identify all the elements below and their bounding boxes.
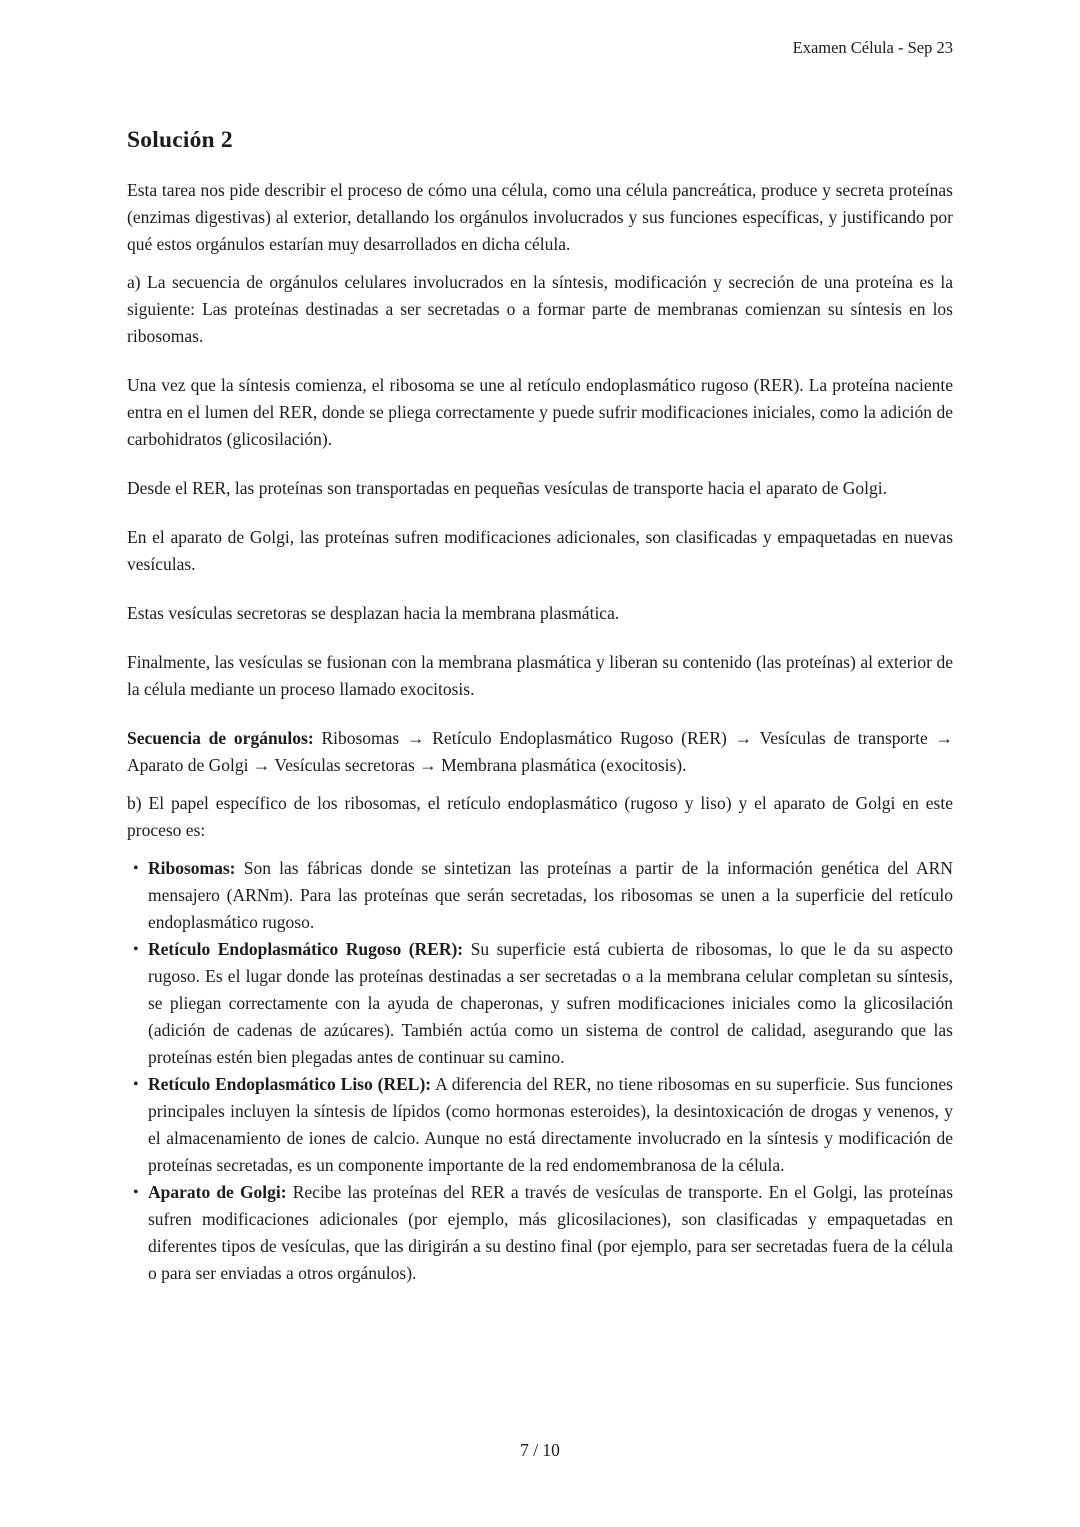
paragraph-intro: Esta tarea nos pide describir el proceso de cómo una célula, como una célula pancreática, produce y secreta proteínas (enzimas digestivas) al exterior, detallando los orgánulos involucrados y sus funciones específicas, y justificando por qué estos orgánulos estarían muy desarrollados en dicha célula. xyxy=(127,180,953,254)
list-item-golgi xyxy=(148,1179,953,1287)
paragraph-step-4: Estas vesículas secretoras se desplazan hacia la membrana plasmática. xyxy=(127,603,620,623)
paragraph-step-3: En el aparato de Golgi, las proteínas sufren modificaciones adicionales, son clasificadas y empaquetadas en nuevas vesículas. xyxy=(127,527,953,574)
paragraph-step-1: Una vez que la síntesis comienza, el ribosoma se une al retículo endoplasmático rugoso (RER). La proteína naciente entra en el lumen del RER, donde se pliega correctamente y puede sufrir modificaciones iniciales, como la adición de carbohidratos (glicosilación). xyxy=(127,375,953,449)
list-item-ribosomas xyxy=(148,855,953,936)
page-number: 7 / 10 xyxy=(520,1440,560,1460)
paragraph-organelle-sequence xyxy=(127,725,953,779)
paragraph-step-5: Finalmente, las vesículas se fusionan con la membrana plasmática y liberan su contenido (las proteínas) al exterior de la célula mediante un proceso llamado exocitosis. xyxy=(127,652,953,699)
list-item-rer xyxy=(148,936,953,1071)
list-item-lead: Retículo Endoplasmático Liso (REL): xyxy=(148,1074,432,1094)
list-item-text: A diferencia del RER, no tiene ribosomas en su superficie. Sus funciones principales incluyen la síntesis de lípidos (como hormonas esteroides), la desintoxicación de drogas y venenos, y el almacenamiento de iones de calcio. Aunque no está directamente involucrado en la síntesis y modificación de proteínas secretadas, es un componente importante de la red endomembranosa de la célula. xyxy=(148,1074,953,1175)
paragraph-step-2: Desde el RER, las proteínas son transportadas en pequeñas vesículas de transporte hacia el aparato de Golgi. xyxy=(127,478,888,498)
organelle-sequence-lead: Secuencia de orgánulos: xyxy=(127,728,314,748)
list-item-rel xyxy=(148,1071,953,1179)
organelle-sequence-text: Ribosomas → Retículo Endoplasmático Rugoso (RER) → Vesículas de transporte → Aparato de Golgi → Vesículas secretoras → Membrana plasmática (exocitosis). xyxy=(127,728,953,775)
running-header-text: Examen Célula - Sep 23 xyxy=(792,38,953,57)
list-item-lead: Ribosomas: xyxy=(148,858,236,878)
running-header xyxy=(127,38,953,58)
list-item-text: Son las fábricas donde se sintetizan las proteínas a partir de la información genética del ARN mensajero (ARNm). Para las proteínas que serán secretadas, los ribosomas se unen a la superficie del retículo endoplasmático rugoso. xyxy=(148,858,953,932)
paragraph-item-a: a) La secuencia de orgánulos celulares involucrados en la síntesis, modificación y secreción de una proteína es la siguiente: Las proteínas destinadas a ser secretadas o a formar parte de membranas comienzan su síntesis en los ribosomas. xyxy=(127,272,953,346)
list-item-text: Recibe las proteínas del RER a través de vesículas de transporte. En el Golgi, las proteínas sufren modificaciones adicionales (por ejemplo, más glicosilaciones), son clasificadas y empaquetadas en diferentes tipos de vesículas, que las dirigirán a su destino final (por ejemplo, para ser secretadas fuera de la célula o para ser enviadas a otros orgánulos). xyxy=(148,1182,954,1283)
organelle-role-list xyxy=(127,855,953,1287)
page-title: Solución 2 xyxy=(127,127,233,153)
list-item-lead: Retículo Endoplasmático Rugoso (RER): xyxy=(148,939,464,959)
list-item-text: Su superficie está cubierta de ribosomas, lo que le da su aspecto rugoso. Es el lugar donde las proteínas destinadas a ser secretadas o a la membrana celular completan su síntesis, se pliegan correctamente con la ayuda de chaperonas, y sufren modificaciones iniciales como la glicosilación (adición de cadenas de azúcares). También actúa como un sistema de control de calidad, asegurando que las proteínas estén bien plegadas antes de continuar su camino. xyxy=(148,939,953,1067)
paragraph-item-b: b) El papel específico de los ribosomas, el retículo endoplasmático (rugoso y liso) y el aparato de Golgi en este proceso es: xyxy=(127,793,953,840)
list-item-lead: Aparato de Golgi: xyxy=(148,1182,287,1202)
